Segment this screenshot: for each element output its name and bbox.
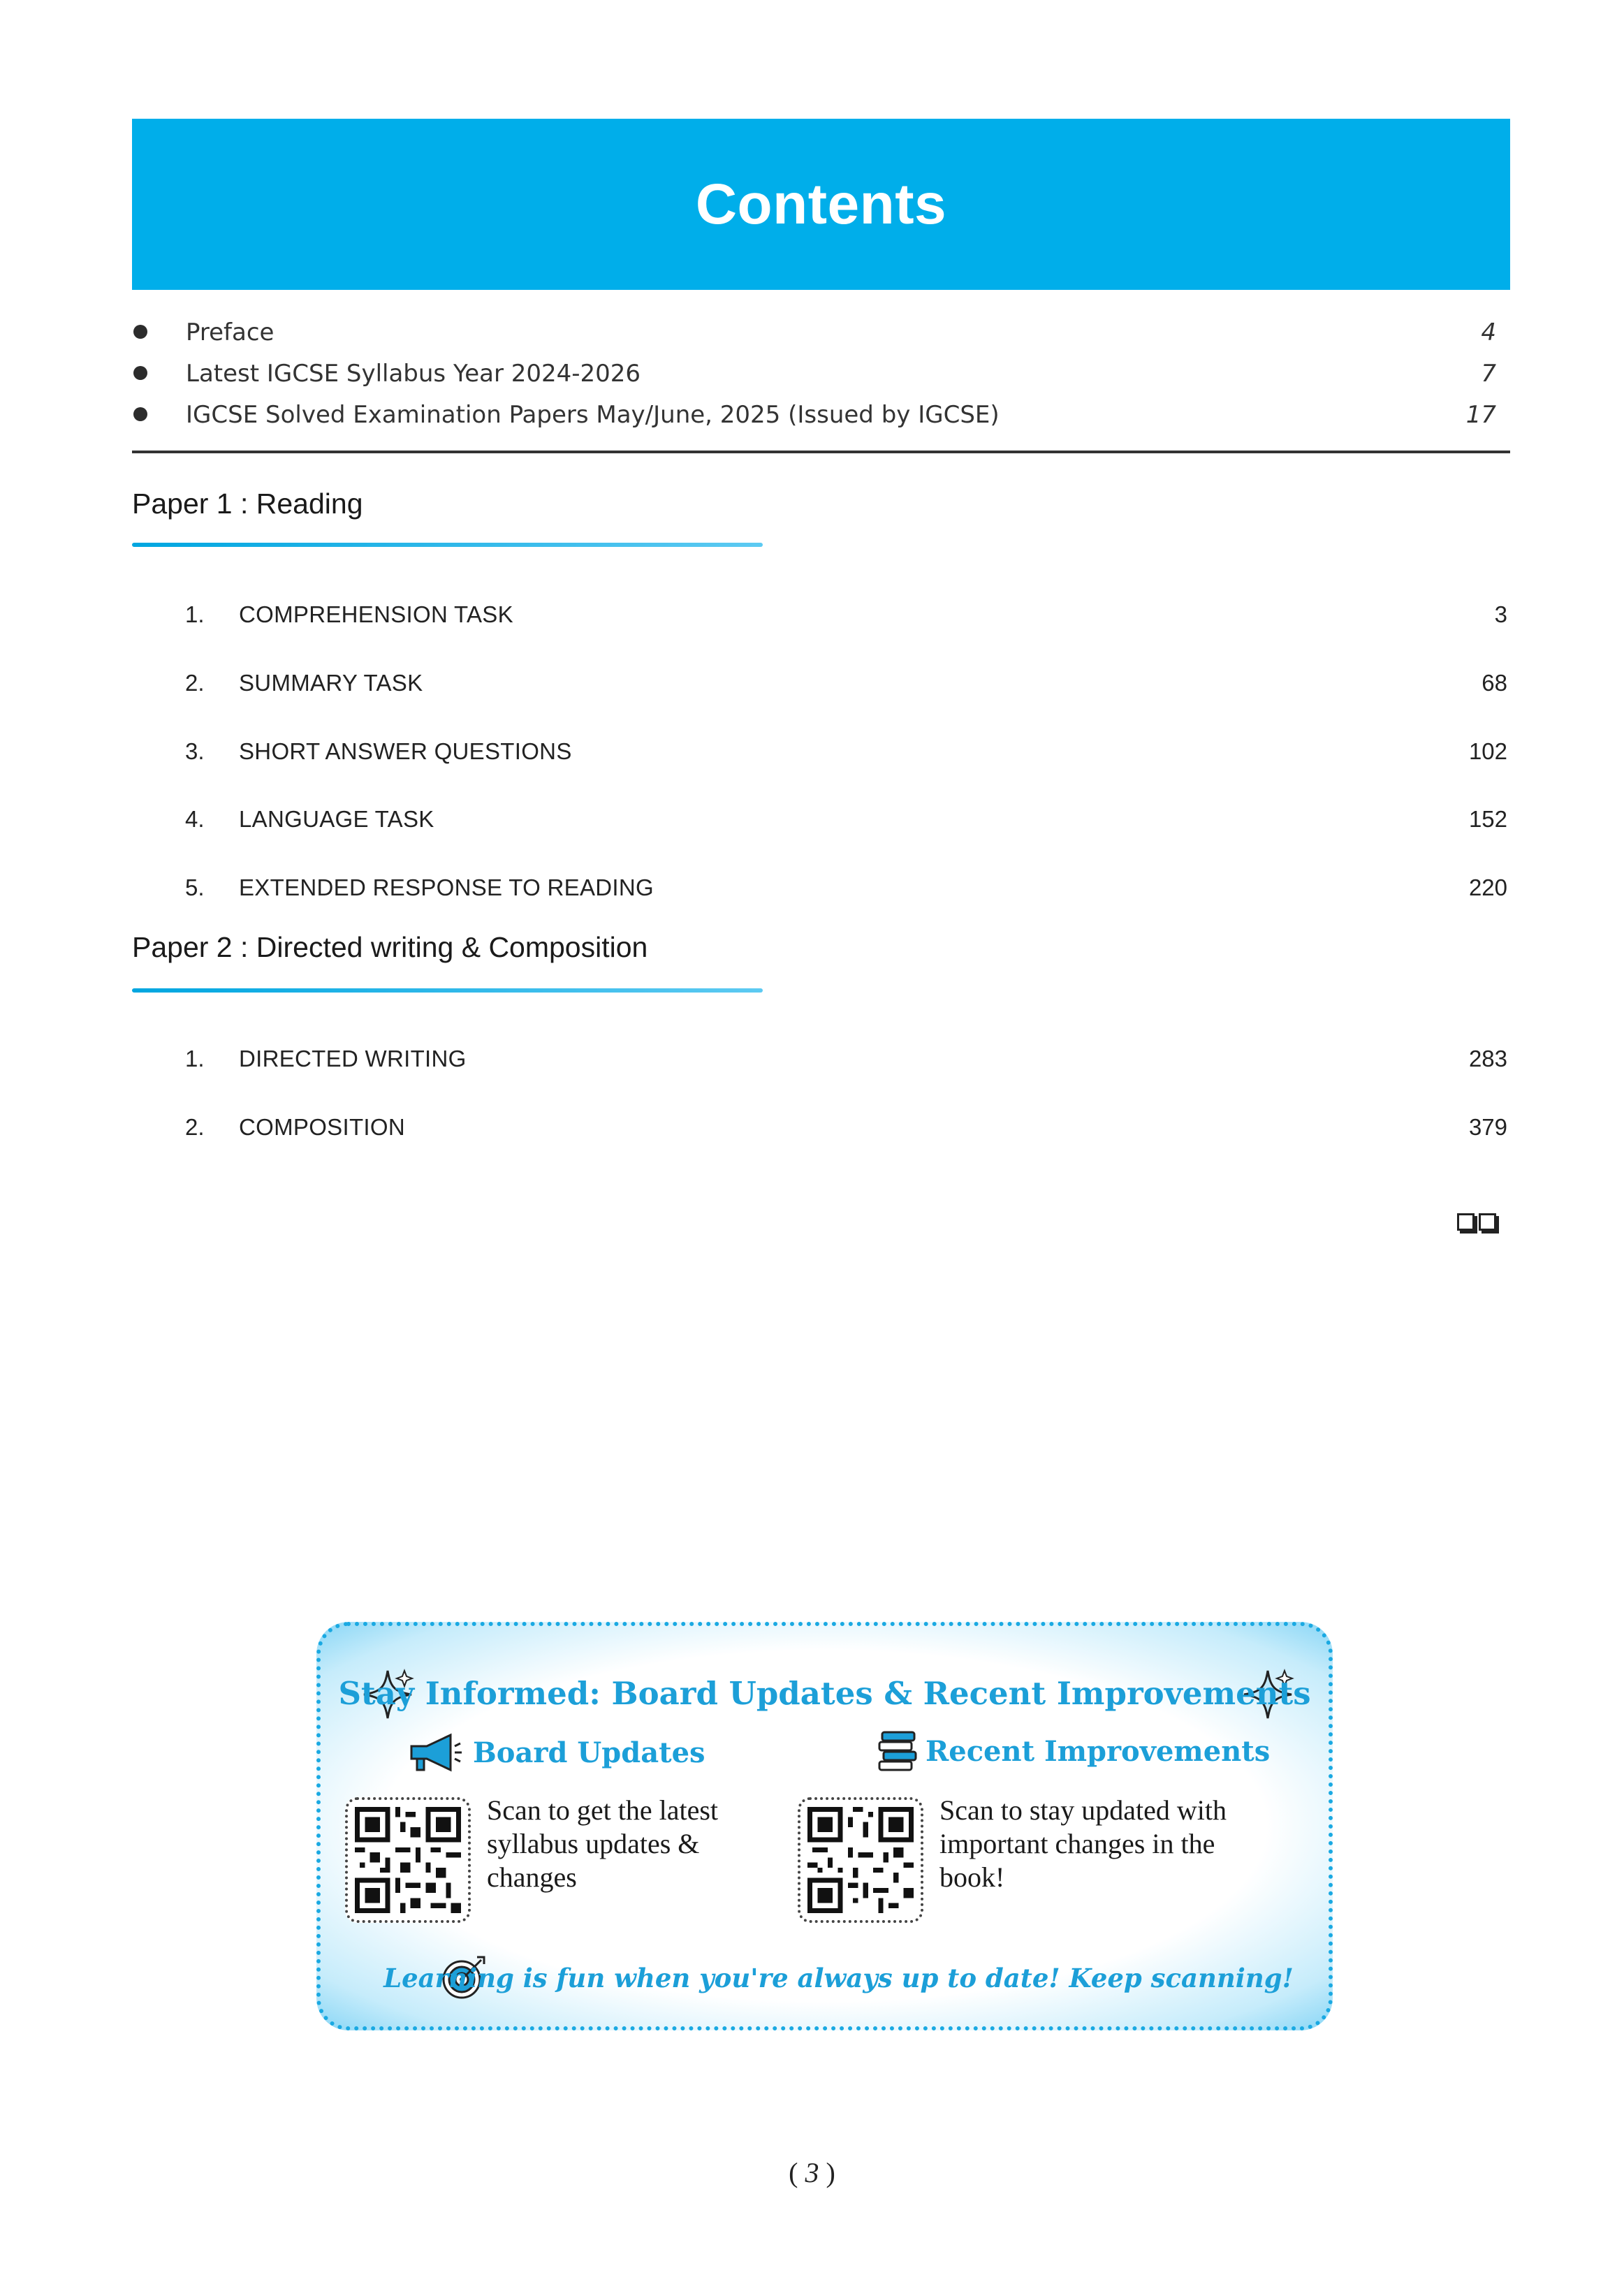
qr-code-icon bbox=[355, 1807, 461, 1913]
front-matter-page: 17 bbox=[1465, 400, 1496, 429]
entry-number: 2. bbox=[185, 1114, 205, 1140]
entry-number: 3. bbox=[185, 738, 205, 764]
front-matter-page: 4 bbox=[1481, 318, 1496, 346]
end-of-contents-icon bbox=[1457, 1213, 1496, 1231]
section-title-paper-1: Paper 1 : Reading bbox=[132, 488, 363, 520]
entry-number: 1. bbox=[185, 1046, 205, 1071]
section-title-paper-2: Paper 2 : Directed writing & Composition bbox=[132, 931, 648, 963]
entry-title: LANGUAGE TASK bbox=[239, 806, 434, 832]
bullet-icon bbox=[133, 407, 147, 421]
entry-page: 68 bbox=[1482, 670, 1507, 696]
entry-title: SHORT ANSWER QUESTIONS bbox=[239, 738, 572, 764]
toc-entry[interactable] bbox=[132, 597, 1510, 631]
entry-number: 2. bbox=[185, 670, 205, 696]
front-matter-label: IGCSE Solved Examination Papers May/June, 2025 (Issued by IGCSE) bbox=[186, 400, 1000, 429]
recent-improvements-heading: Recent Improvements bbox=[926, 1735, 1271, 1768]
bullet-icon bbox=[133, 325, 147, 339]
toc-entry[interactable] bbox=[132, 666, 1510, 699]
contents-header-band bbox=[132, 119, 1510, 290]
front-matter-list bbox=[132, 312, 1510, 435]
entry-page: 220 bbox=[1468, 874, 1507, 900]
board-updates-description: Scan to get the latest syllabus updates & changes bbox=[487, 1794, 719, 1893]
entry-page: 379 bbox=[1468, 1114, 1507, 1140]
stay-informed-callout bbox=[316, 1622, 1333, 2030]
toc-entry[interactable] bbox=[132, 1041, 1510, 1075]
front-matter-item[interactable] bbox=[132, 312, 1510, 353]
entry-page: 102 bbox=[1468, 738, 1507, 764]
front-matter-label: Latest IGCSE Syllabus Year 2024-2026 bbox=[186, 359, 641, 388]
front-matter-item[interactable] bbox=[132, 394, 1510, 435]
entry-title: COMPREHENSION TASK bbox=[239, 601, 513, 627]
qr-code-icon bbox=[807, 1807, 914, 1913]
entry-title: DIRECTED WRITING bbox=[239, 1046, 467, 1071]
entry-title: SUMMARY TASK bbox=[239, 670, 423, 696]
section-underline bbox=[132, 988, 763, 993]
bullet-icon bbox=[133, 366, 147, 380]
entry-page: 3 bbox=[1494, 601, 1507, 627]
entry-number: 5. bbox=[185, 874, 205, 900]
board-updates-heading: Board Updates bbox=[473, 1736, 705, 1769]
megaphone-icon bbox=[407, 1731, 463, 1774]
entry-page: 152 bbox=[1468, 806, 1507, 832]
page-title: Contents bbox=[695, 172, 947, 236]
callout-title: Stay Informed: Board Updates & Recent Improvements bbox=[338, 1675, 1311, 1712]
books-icon bbox=[878, 1729, 919, 1773]
callout-tagline: Learning is fun when you're always up to date! Keep scanning! bbox=[383, 1963, 1294, 1993]
section-divider bbox=[132, 451, 1510, 453]
front-matter-label: Preface bbox=[186, 318, 275, 346]
section-underline bbox=[132, 543, 763, 547]
board-updates-qr-code[interactable] bbox=[345, 1797, 471, 1923]
toc-entry[interactable] bbox=[132, 1110, 1510, 1143]
toc-entry[interactable] bbox=[132, 870, 1510, 904]
toc-entry[interactable] bbox=[132, 802, 1510, 835]
recent-improvements-qr-code[interactable] bbox=[798, 1797, 923, 1923]
toc-entry[interactable] bbox=[132, 734, 1510, 768]
entry-page: 283 bbox=[1468, 1046, 1507, 1071]
entry-title: COMPOSITION bbox=[239, 1114, 405, 1140]
entry-number: 4. bbox=[185, 806, 205, 832]
page-number: ( 3 ) bbox=[789, 2157, 835, 2188]
front-matter-page: 7 bbox=[1481, 359, 1496, 388]
entry-number: 1. bbox=[185, 601, 205, 627]
front-matter-item[interactable] bbox=[132, 353, 1510, 394]
entry-title: EXTENDED RESPONSE TO READING bbox=[239, 874, 654, 900]
recent-improvements-description: Scan to stay updated with important changes in the book! bbox=[939, 1794, 1227, 1893]
